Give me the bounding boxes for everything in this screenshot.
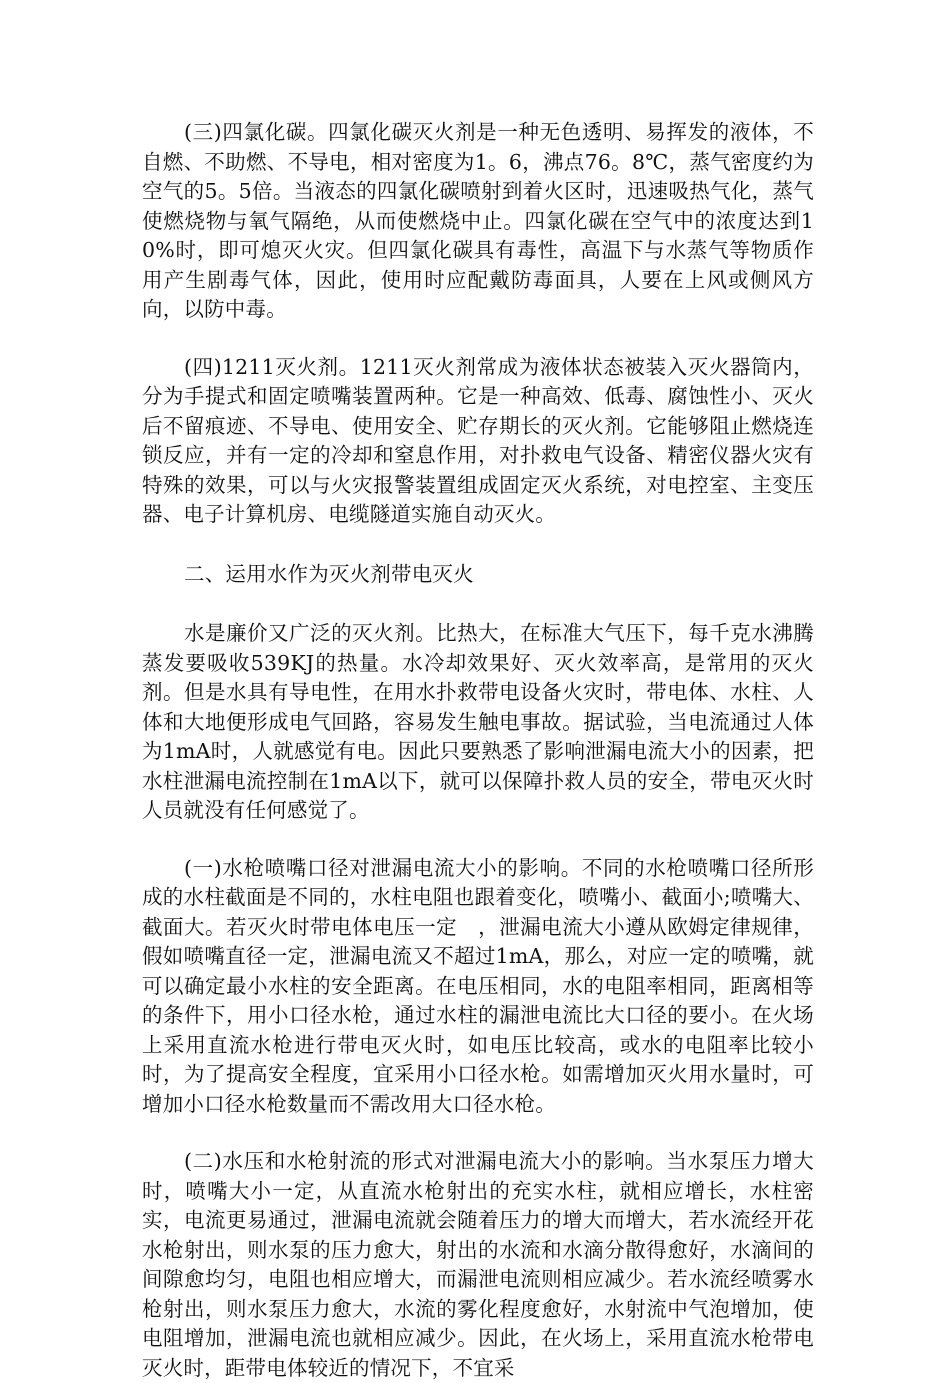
section-heading-water: 二、运用水作为灭火剂带电灭火 — [184, 561, 474, 586]
paragraph-nozzle-diameter: (一)水枪喷嘴口径对泄漏电流大小的影响。不同的水枪喷嘴口径所形成的水柱截面是不同的，水柱电阻也跟着变化，喷嘴小、截面小;喷嘴大、截面大。若灭火时带电体电压一定 ，泄漏电流大小遵从欧姆定律规律，假如喷嘴直径一定，泄漏电流又不超过1mA，那么，对应一定的喷嘴，就可以确定最小水柱的安全距离。在电压相同，水的电阻率相同，距离相等的条件下，用小口径水枪，通过水柱的漏泄电流比大口径的要小。在火场上采用直流水枪进行带电灭火时，如电压比较高，或水的电阻率比较小时，为了提高安全程度，宜采用小口径水枪。如需增加灭火用水量时，可增加小口径水枪数量而不需改用大口径水枪。 — [142, 855, 814, 1116]
document-page — [142, 118, 814, 1383]
paragraph-water-intro: 水是廉价又广泛的灭火剂。比热大，在标准大气压下，每千克水沸腾蒸发要吸收539KJ的热量。水冷却效果好、灭火效率高，是常用的灭火剂。但是水具有导电性，在用水扑救带电设备火灾时，带电体、水柱、人体和大地便形成电气回路，容易发生触电事故。据试验，当电流通过人体为1mA时，人就感觉有电。因此只要熟悉了影响泄漏电流大小的因素，把水柱泄漏电流控制在1mA以下，就可以保障扑救人员的安全，带电灭火时人员就没有任何感觉了。 — [142, 621, 814, 822]
paragraph-carbon-tetrachloride: (三)四氯化碳。四氯化碳灭火剂是一种无色透明、易挥发的液体，不自燃、不助燃、不导电，相对密度为1。6，沸点76。8℃，蒸气密度约为空气的5。5倍。当液态的四氯化碳喷射到着火区时，迅速吸热气化，蒸气使燃烧物与氧气隔绝，从而使燃烧中止。四氯化碳在空气中的浓度达到10%时，即可熄灭火灾。但四氯化碳具有毒性，高温下与水蒸气等物质作用产生剧毒气体，因此，使用时应配戴防毒面具，人要在上风或侧风方向，以防中毒。 — [142, 120, 814, 321]
paragraph-halon-1211: (四)1211灭火剂。1211灭火剂常成为液体状态被装入灭火器筒内，分为手提式和固定喷嘴装置两种。它是一种高效、低毒、腐蚀性小、灭火后不留痕迹、不导电、使用安全、贮存期长的灭火剂。它能够阻止燃烧连锁反应，并有一定的冷却和窒息作用，对扑救电气设备、精密仪器火灾有特殊的效果，可以与火灾报警装置组成固定灭火系统，对电控室、主变压器、电子计算机房、电缆隧道实施自动灭火。 — [142, 354, 814, 526]
paragraph-water-pressure: (二)水压和水枪射流的形式对泄漏电流大小的影响。当水泵压力增大时，喷嘴大小一定，从直流水枪射出的充实水柱，就相应增长，水柱密实，电流更易通过，泄漏电流就会随着压力的增大而增大，若水流经开花水枪射出，则水泵的压力愈大，射出的水流和水滴分散得愈好，水滴间的间隙愈均匀，电阻也相应增大，而漏泄电流则相应减少。若水流经喷雾水枪射出，则水泵压力愈大，水流的雾化程度愈好，水射流中气泡增加，使电阻增加，泄漏电流也就相应减少。因此，在火场上，采用直流水枪带电灭火时，距带电体较近的情况下，不宜采 — [142, 1149, 814, 1380]
